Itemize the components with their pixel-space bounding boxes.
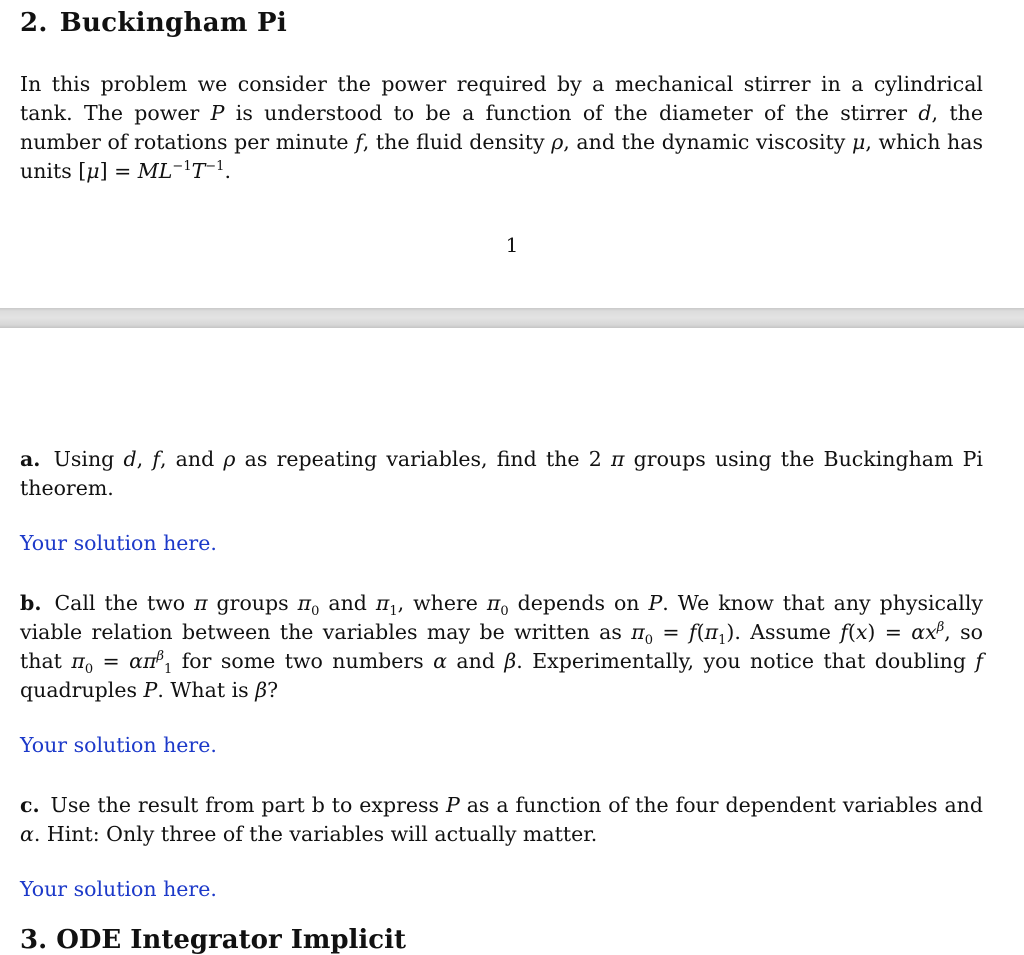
question-c-label: c. — [20, 793, 40, 817]
question-c: c. Use the result from part b to express P as a function of the four dependent variables and α. Hint: Only three of the variables will actually matter. — [20, 793, 983, 846]
question-a: a. Using d, f, and ρ as repeating variables, find the 2 π groups using the Buckingham Pi theorem. — [20, 447, 983, 500]
page-separator — [0, 308, 1024, 328]
page-2 — [0, 328, 1024, 955]
page-number: 1 — [505, 233, 519, 257]
section-number: 2. — [20, 8, 48, 38]
section-title — [20, 8, 287, 38]
question-b: b. Call the two π groups $\pi_0$ and $\pi_1$, where $\pi_0$ depends on P. We know that any physically viable relation between the variables may be written as $\pi_0 = f(\pi_1)$. Assume $f(x) = \alpha x^\beta$, so that $\pi_0 = \alpha\pi^\beta_1$ for some two numbers α and β. Experimentally, you notice that doubling f quadruples P. What is β? — [20, 591, 983, 702]
solution-b-input[interactable]: Your solution here. — [20, 733, 217, 757]
question-a-label: a. — [20, 447, 41, 471]
solution-a-input[interactable]: Your solution here. — [20, 531, 217, 555]
question-b-label: b. — [20, 591, 42, 615]
page-1 — [0, 0, 1024, 308]
next-section-heading-cutoff: 3. ODE Integrator Implicit — [20, 925, 407, 955]
section-title-text: Buckingham Pi — [59, 8, 288, 38]
solution-c-input[interactable]: Your solution here. — [20, 877, 217, 901]
problem-intro: In this problem we consider the power required by a mechanical stirrer in a cylindrical tank. The power P is understood to be a function of the diameter of the stirrer d, the number of rotations per minute f, the fluid density ρ, and the dynamic viscosity μ, which has units $[\mu] = ML^{-1}T^{-1}$. — [20, 72, 983, 183]
